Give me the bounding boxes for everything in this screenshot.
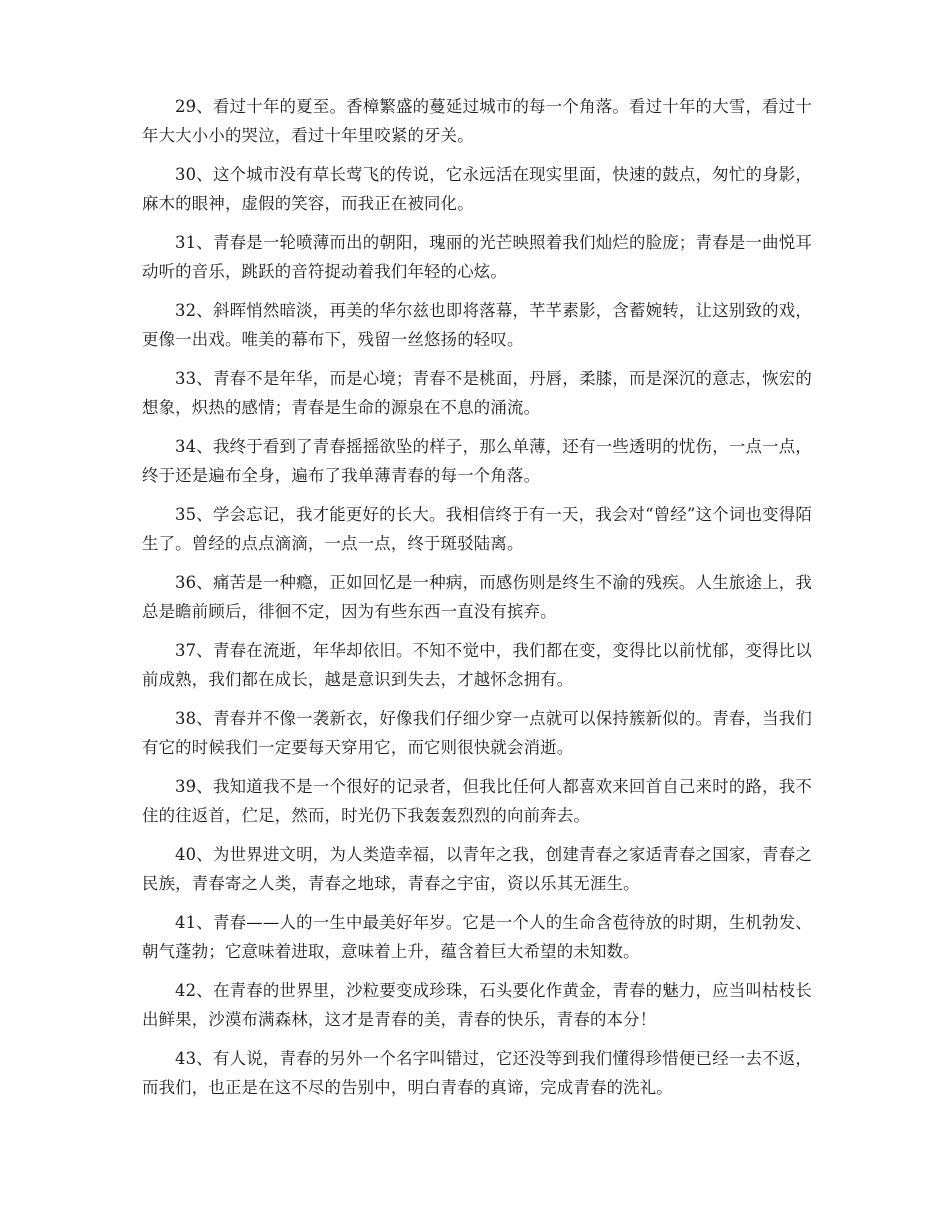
paragraph-31: 31、青春是一轮喷薄而出的朝阳，瑰丽的光芒映照着我们灿烂的脸庞；青春是一曲悦耳动听的音乐，跳跃的音符捉动着我们年轻的心炫。 (142, 233, 812, 281)
paragraph-33: 33、青春不是年华，而是心境；青春不是桃面，丹唇，柔膝，而是深沉的意志，恢宏的想象，炽热的感情；青春是生命的源泉在不息的涌流。 (142, 369, 812, 417)
document-page (142, 92, 812, 1112)
paragraph-42: 42、在青春的世界里，沙粒要变成珍珠，石头要化作黄金，青春的魅力，应当叫枯枝长出鲜果，沙漠布满森林，这才是青春的美，青春的快乐，青春的本分！ (142, 981, 812, 1029)
paragraph-30: 30、这个城市没有草长莺飞的传说，它永远活在现实里面，快速的鼓点，匆忙的身影，麻木的眼神，虚假的笑容，而我正在被同化。 (142, 165, 812, 213)
paragraph-32: 32、斜晖悄然暗淡，再美的华尔兹也即将落幕，芊芊素影，含蓄婉转，让这别致的戏，更像一出戏。唯美的幕布下，残留一丝悠扬的轻叹。 (142, 301, 812, 349)
paragraph-40: 40、为世界进文明，为人类造幸福，以青年之我，创建青春之家适青春之国家，青春之民族，青春寄之人类，青春之地球，青春之宇宙，资以乐其无涯生。 (142, 845, 812, 893)
paragraph-35: 35、学会忘记，我才能更好的长大。我相信终于有一天，我会对“曾经”这个词也变得陌生了。曾经的点点滴滴，一点一点，终于斑驳陆离。 (142, 505, 812, 553)
paragraph-37: 37、青春在流逝，年华却依旧。不知不觉中，我们都在变，变得比以前忧郁，变得比以前成熟，我们都在成长，越是意识到失去，才越怀念拥有。 (142, 641, 812, 689)
paragraph-29: 29、看过十年的夏至。香樟繁盛的蔓延过城市的每一个角落。看过十年的大雪，看过十年大大小小的哭泣，看过十年里咬紧的牙关。 (142, 97, 812, 145)
paragraph-39: 39、我知道我不是一个很好的记录者，但我比任何人都喜欢来回首自己来时的路，我不住的往返首，伫足，然而，时光仍下我轰轰烈烈的向前奔去。 (142, 777, 812, 825)
paragraph-36: 36、痛苦是一种瘾，正如回忆是一种病，而感伤则是终生不渝的残疾。人生旅途上，我总是瞻前顾后，徘徊不定，因为有些东西一直没有摈弃。 (142, 573, 812, 621)
paragraph-41: 41、青春——人的一生中最美好年岁。它是一个人的生命含苞待放的时期，生机勃发、朝气蓬勃；它意味着进取，意味着上升，蕴含着巨大希望的未知数。 (142, 913, 812, 961)
paragraph-43: 43、有人说，青春的另外一个名字叫错过，它还没等到我们懂得珍惜便已经一去不返，而我们，也正是在这不尽的告别中，明白青春的真谛，完成青春的洗礼。 (142, 1049, 812, 1097)
paragraph-38: 38、青春并不像一袭新衣，好像我们仔细少穿一点就可以保持簇新似的。青春，当我们有它的时候我们一定要每天穿用它，而它则很快就会消逝。 (142, 709, 812, 757)
paragraph-34: 34、我终于看到了青春摇摇欲坠的样子，那么单薄，还有一些透明的忧伤，一点一点，终于还是遍布全身，遍布了我单薄青春的每一个角落。 (142, 437, 812, 485)
